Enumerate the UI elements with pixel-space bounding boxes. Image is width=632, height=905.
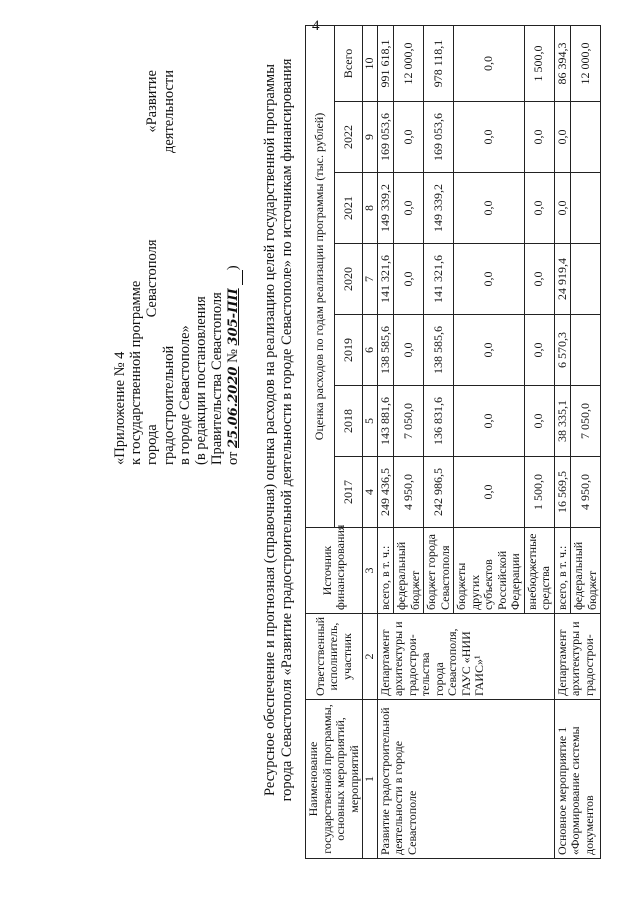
source-cell: бюджет города Севастополя xyxy=(424,528,454,614)
handwritten-date: 25.06.2020 xyxy=(226,366,242,448)
value-cell: 249 436,5 xyxy=(377,457,394,528)
value-cell: 6 570,3 xyxy=(554,315,571,386)
value-cell: 7 050,0 xyxy=(394,386,424,457)
appendix-line: «Приложение № 4 xyxy=(112,351,128,465)
value-cell: 0,0 xyxy=(454,173,525,244)
table-row xyxy=(554,25,571,858)
header-executor: Ответственный исполнитель, участник xyxy=(306,614,363,700)
value-cell: 143 881,6 xyxy=(377,386,394,457)
value-cell xyxy=(571,102,601,173)
title-line: города Севастополя «Развитие градостроительной деятельности в городе Севастополе» по источникам финансирования xyxy=(278,58,295,802)
value-cell: 0,0 xyxy=(454,457,525,528)
appendix-line: к государственной программе xyxy=(128,280,145,465)
value-cell: 0,0 xyxy=(524,173,554,244)
header-total: Всего xyxy=(334,25,363,101)
value-cell: 16 569,5 xyxy=(554,457,571,528)
value-cell: 136 831,6 xyxy=(424,386,454,457)
value-cell: 141 321,6 xyxy=(424,244,454,315)
value-cell xyxy=(571,244,601,315)
source-cell: федеральный бюджет xyxy=(394,528,424,614)
source-cell: всего, в т. ч.: xyxy=(554,528,571,614)
appendix-header xyxy=(112,70,243,465)
value-cell: 0,0 xyxy=(524,315,554,386)
column-number: 4 xyxy=(363,457,378,528)
program-name: Развитие градостроительной деятельности в городе Севастополе xyxy=(377,700,554,859)
value-cell: 0,0 xyxy=(554,173,571,244)
column-number: 9 xyxy=(363,102,378,173)
column-number: 6 xyxy=(363,315,378,386)
header-year: 2017 xyxy=(334,457,363,528)
appendix-date-line: от 25.06.2020 № 305-ПП ) xyxy=(225,265,242,465)
header-row xyxy=(306,25,335,858)
value-cell: 141 321,6 xyxy=(377,244,394,315)
value-cell: 0,0 xyxy=(524,102,554,173)
value-cell: 1 500,0 xyxy=(524,25,554,101)
column-number: 5 xyxy=(363,386,378,457)
value-cell: 0,0 xyxy=(394,102,424,173)
header-year: 2019 xyxy=(334,315,363,386)
page-number: 4 xyxy=(312,18,320,34)
value-cell: 991 618,1 xyxy=(377,25,394,101)
value-cell: 0,0 xyxy=(454,244,525,315)
value-cell: 138 585,6 xyxy=(377,315,394,386)
value-cell: 0,0 xyxy=(394,244,424,315)
value-cell: 24 919,4 xyxy=(554,244,571,315)
value-cell: 12 000,0 xyxy=(571,25,601,101)
value-cell: 38 335,1 xyxy=(554,386,571,457)
funding-table xyxy=(305,25,601,859)
source-cell: всего, в т. ч.: xyxy=(377,528,394,614)
header-source: Источник финансирования xyxy=(306,528,363,614)
value-cell: 86 394,3 xyxy=(554,25,571,101)
header-year: 2020 xyxy=(334,244,363,315)
value-cell xyxy=(571,315,601,386)
appendix-line: градостроительной деятельности xyxy=(160,70,177,465)
column-number: 8 xyxy=(363,173,378,244)
handwritten-number: 305-ПП xyxy=(226,288,242,346)
header-year: 2021 xyxy=(334,173,363,244)
header-estimate: Оценка расходов по годам реализации программы (тыс. рублей) xyxy=(306,25,335,527)
source-cell: федеральный бюджет xyxy=(571,528,601,614)
value-cell: 0,0 xyxy=(524,386,554,457)
value-cell xyxy=(571,173,601,244)
value-cell: 12 000,0 xyxy=(394,25,424,101)
value-cell: 7 050,0 xyxy=(571,386,601,457)
column-number: 1 xyxy=(363,700,378,859)
column-number: 2 xyxy=(363,614,378,700)
value-cell: 149 339,2 xyxy=(377,173,394,244)
document-title xyxy=(262,30,295,830)
appendix-line: Правительства Севастополя xyxy=(209,292,226,465)
column-number-row xyxy=(363,25,378,858)
header-year: 2022 xyxy=(334,102,363,173)
title-line: Ресурсное обеспечение и прогнозная (справочная) оценка расходов на реализацию целей государственной программы xyxy=(262,64,278,796)
value-cell: 4 950,0 xyxy=(394,457,424,528)
value-cell: 0,0 xyxy=(454,25,525,101)
value-cell: 0,0 xyxy=(454,315,525,386)
column-number: 10 xyxy=(363,25,378,101)
value-cell: 978 118,1 xyxy=(424,25,454,101)
value-cell: 169 053,6 xyxy=(377,102,394,173)
value-cell: 149 339,2 xyxy=(424,173,454,244)
source-cell: внебюджетные средства xyxy=(524,528,554,614)
column-number: 7 xyxy=(363,244,378,315)
value-cell: 0,0 xyxy=(524,244,554,315)
appendix-line: города Севастополя «Развитие xyxy=(144,70,161,465)
column-number: 3 xyxy=(363,528,378,614)
appendix-line: в городе Севастополе» xyxy=(176,325,193,465)
measure-name: Основное мероприятие 1 «Формирование системы документов xyxy=(554,700,601,859)
value-cell: 0,0 xyxy=(454,386,525,457)
header-name: Наименование государственной программы, основных мероприятий, мероприятий xyxy=(306,700,363,859)
value-cell: 242 986,5 xyxy=(424,457,454,528)
value-cell: 0,0 xyxy=(394,173,424,244)
executor-cell: Департамент архитектуры и градострои-тельства города Севастополя, ГАУС «НИИ ГАИС»¹ xyxy=(377,614,554,700)
value-cell: 0,0 xyxy=(394,315,424,386)
value-cell: 0,0 xyxy=(554,102,571,173)
value-cell: 169 053,6 xyxy=(424,102,454,173)
value-cell: 4 950,0 xyxy=(571,457,601,528)
appendix-line: (в редакции постановления xyxy=(193,296,210,465)
value-cell: 0,0 xyxy=(454,102,525,173)
value-cell: 138 585,6 xyxy=(424,315,454,386)
source-cell: бюджеты других субъектов Российской Федерации xyxy=(454,528,525,614)
table-row xyxy=(377,25,394,858)
executor-cell: Департамент архитектуры и градострои- xyxy=(554,614,601,700)
value-cell: 1 500,0 xyxy=(524,457,554,528)
header-year: 2018 xyxy=(334,386,363,457)
